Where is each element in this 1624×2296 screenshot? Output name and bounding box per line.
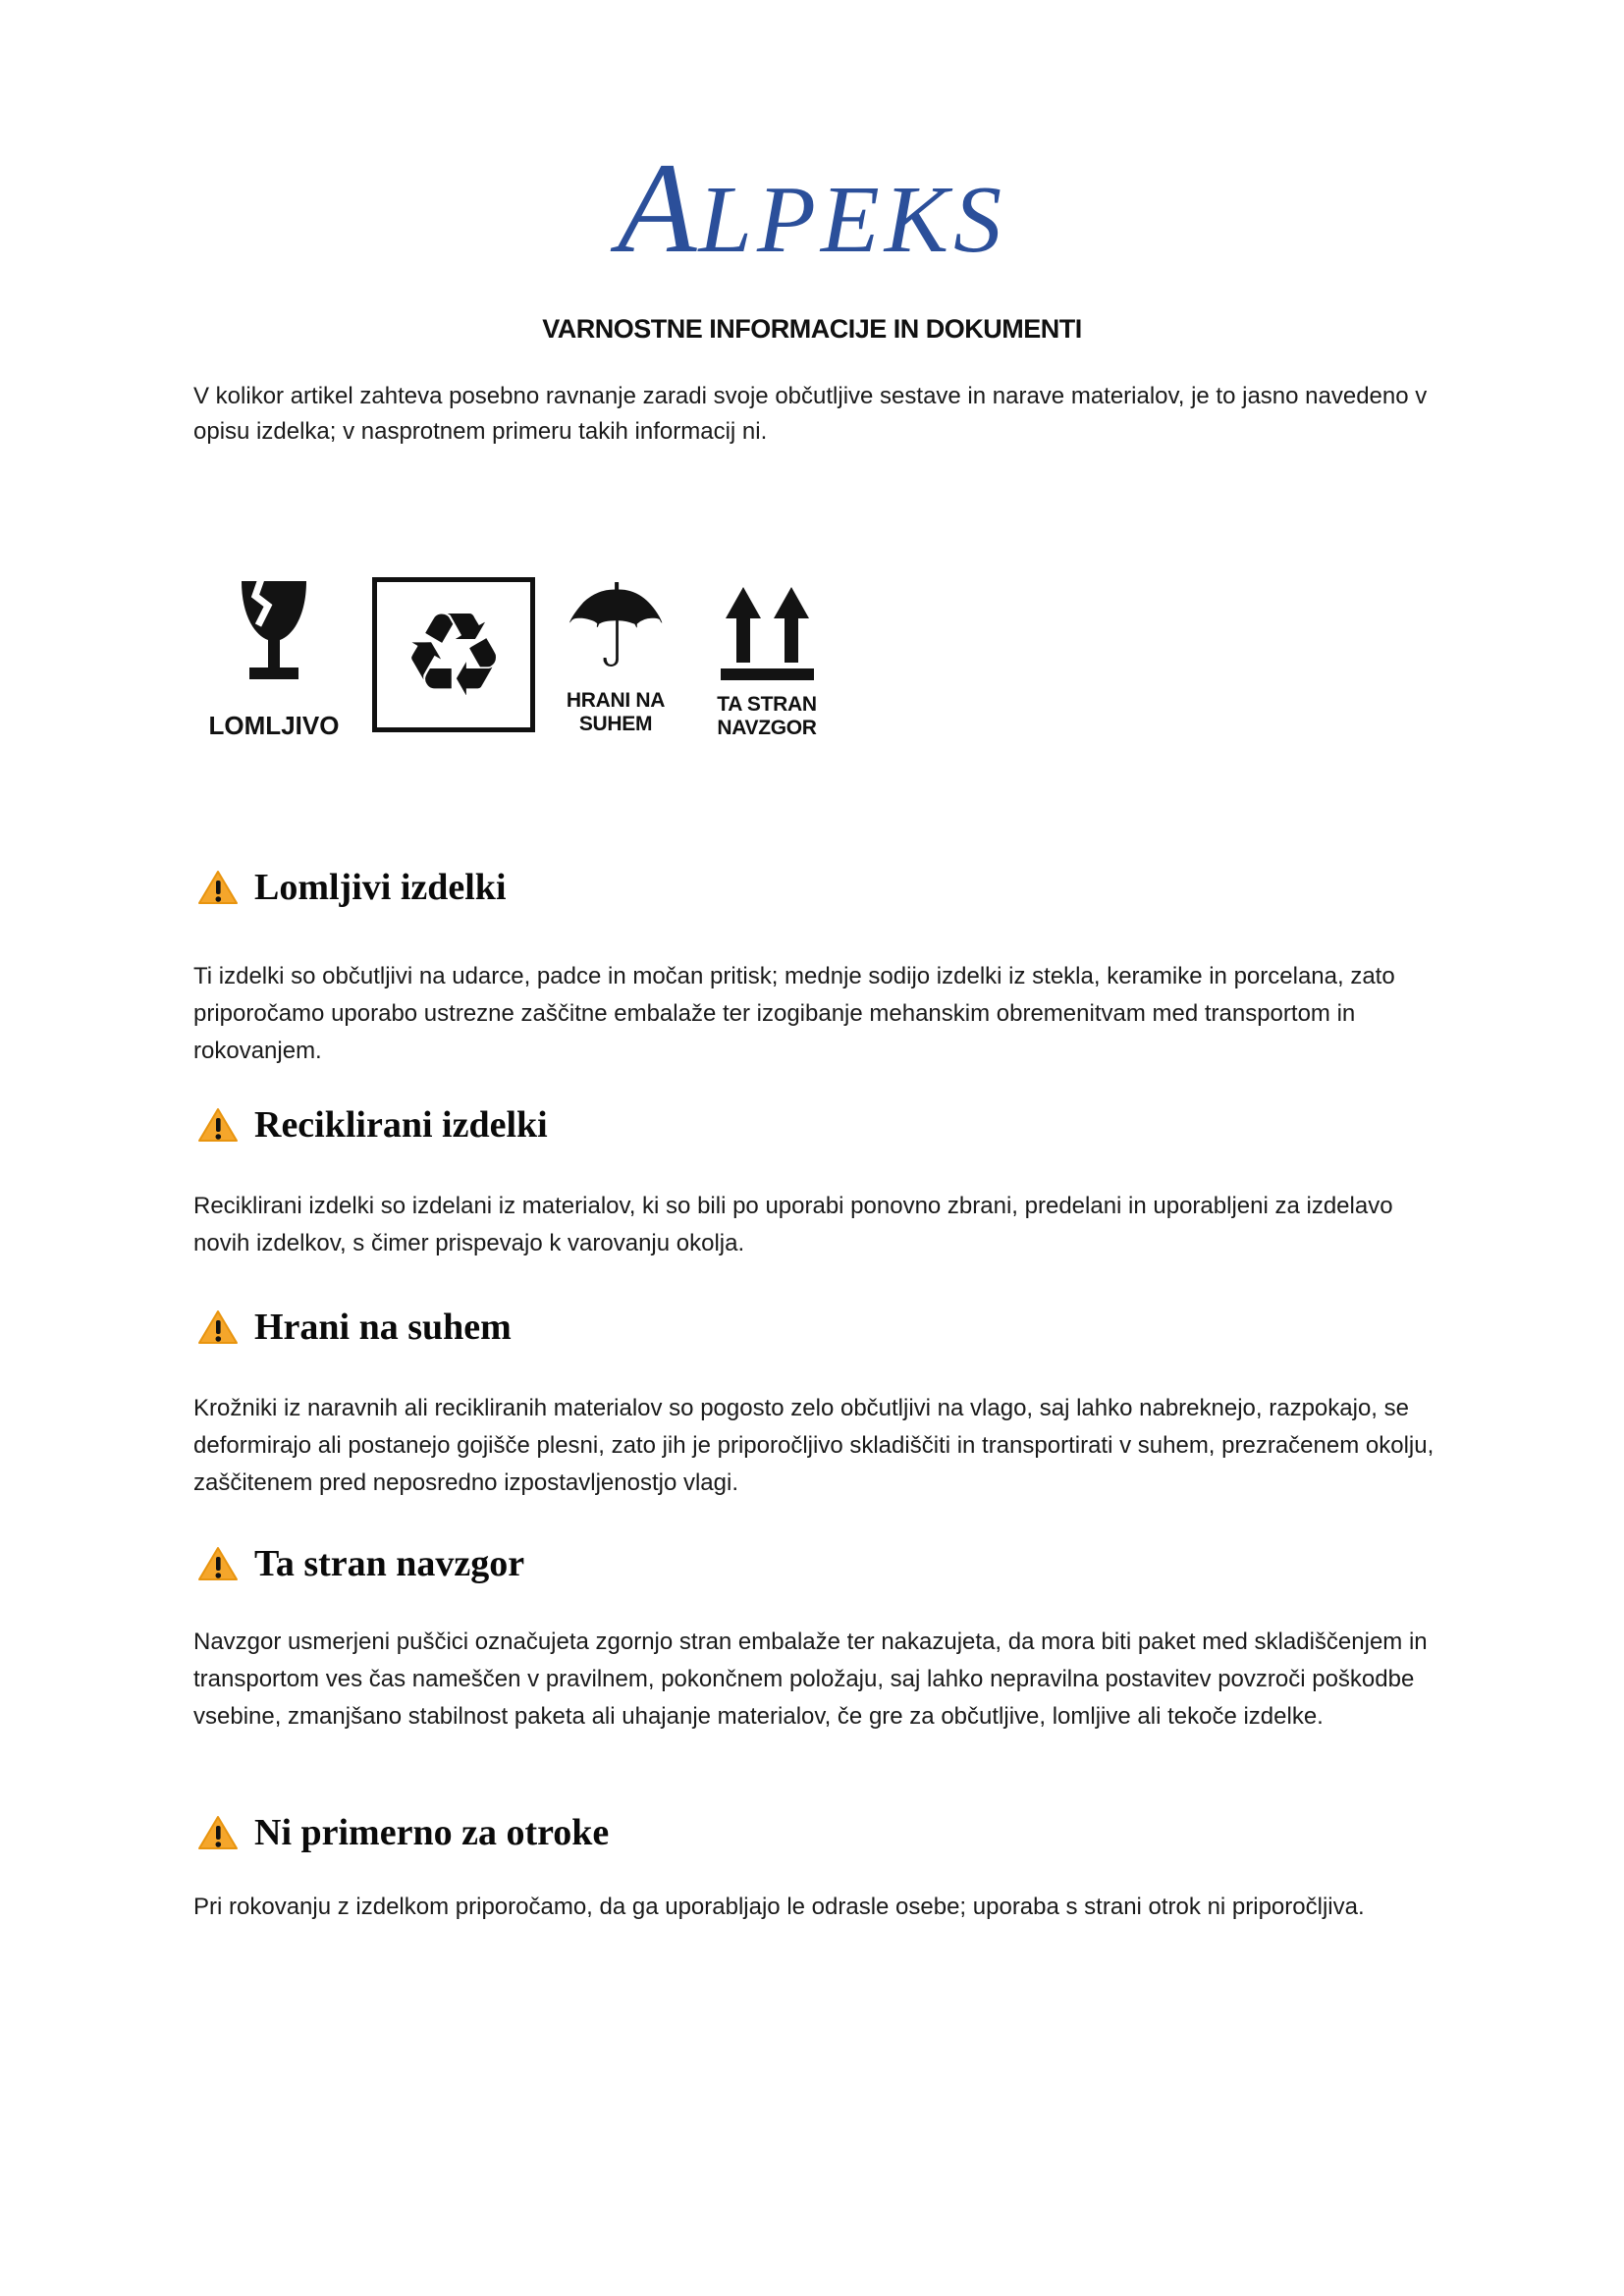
warning-triangle-icon [197,870,239,906]
section-heading-text: Ni primerno za otroke [254,1812,610,1853]
keep-dry-symbol [553,559,678,736]
this-side-up-symbol [702,577,832,740]
section-body-fragile-products: Ti izdelki so občutljivi na udarce, padce in močan pritisk; mednje sodijo izdelki iz stekla, keramike in porcelana, zato priporočamo uporabo ustrezne zaščitne embalaže ter izogibanje mehanskim obremenitvam med transportom in rokovanjem. [193,963,1395,1064]
section-heading-not-for-children [197,1813,609,1852]
brand-logo-initial: A [617,135,699,280]
fragile-symbol [199,577,349,741]
section-heading-text: Ta stran navzgor [254,1543,525,1584]
warning-triangle-icon [197,1815,239,1851]
section-heading-fragile-products [197,868,507,907]
this-side-up-label-line2: NAVZGOR [717,717,817,739]
broken-glass-icon [236,579,312,681]
section-heading-keep-dry [197,1308,512,1347]
recycling-symbol-frame [372,577,535,732]
warning-triangle-icon [197,1546,239,1582]
section-heading-text: Lomljivi izdelki [254,867,507,908]
up-arrows-icon [720,586,815,680]
keep-dry-label-line2: SUHEM [578,713,653,735]
section-body-not-for-children: Pri rokovanju z izdelkom priporočamo, da ga uporabljajo le odrasle osebe; uporaba s strani otrok ni priporočljiva. [193,1894,1365,1920]
recycling-icon: ♻ [402,587,506,722]
section-heading-this-side-up [197,1544,524,1583]
this-side-up-label [702,693,832,740]
this-side-up-label-line1: TA STRAN [717,693,817,716]
section-heading-text: Reciklirani izdelki [254,1104,548,1146]
brand-logo [0,135,1624,280]
umbrella-icon: ☂ [564,559,668,694]
keep-dry-label-line1: HRANI NA [566,689,666,712]
intro-paragraph: V kolikor artikel zahteva posebno ravnanje zaradi svoje občutljive sestave in narave materialov, je to jasno navedeno v opisu izdelka; v nasprotnem primeru takih informacij ni. [193,383,1428,445]
warning-triangle-icon [197,1309,239,1346]
recyclable-symbol [372,577,535,732]
keep-dry-label [553,689,678,736]
warning-triangle-icon [197,1107,239,1144]
page-title: VARNOSTNE INFORMACIJE IN DOKUMENTI [542,314,1082,344]
fragile-label: LOMLJIVO [208,711,340,740]
brand-logo-rest: LPEKS [698,167,1007,273]
packaging-symbols-row [199,559,832,741]
section-heading-recycled-products [197,1105,548,1145]
section-body-recycled-products: Reciklirani izdelki so izdelani iz materialov, ki so bili po uporabi ponovno zbrani, predelani in uporabljeni za izdelavo novih izdelkov, s čimer prispevajo k varovanju okolja. [193,1193,1393,1256]
section-body-keep-dry: Krožniki iz naravnih ali recikliranih materialov so pogosto zelo občutljivi na vlago, saj lahko nabreknejo, razpokajo, se deformirajo ali postanejo gojišče plesni, zato jih je priporočljivo skladiščiti in transportirati v suhem, prezračenem okolju, zaščitenem pred neposredno izpostavljenostjo vlagi. [193,1395,1435,1496]
section-body-this-side-up: Navzgor usmerjeni puščici označujeta zgornjo stran embalaže ter nakazujeta, da mora biti paket med skladiščenjem in transportom ves čas nameščen v pravilnem, pokončnem položaju, saj lahko nepravilna postavitev povzroči poškodbe vsebine, zmanjšano stabilnost paketa ali uhajanje materialov, če gre za občutljive, lomljive ali tekoče izdelke. [193,1629,1428,1730]
section-heading-text: Hrani na suhem [254,1307,512,1348]
